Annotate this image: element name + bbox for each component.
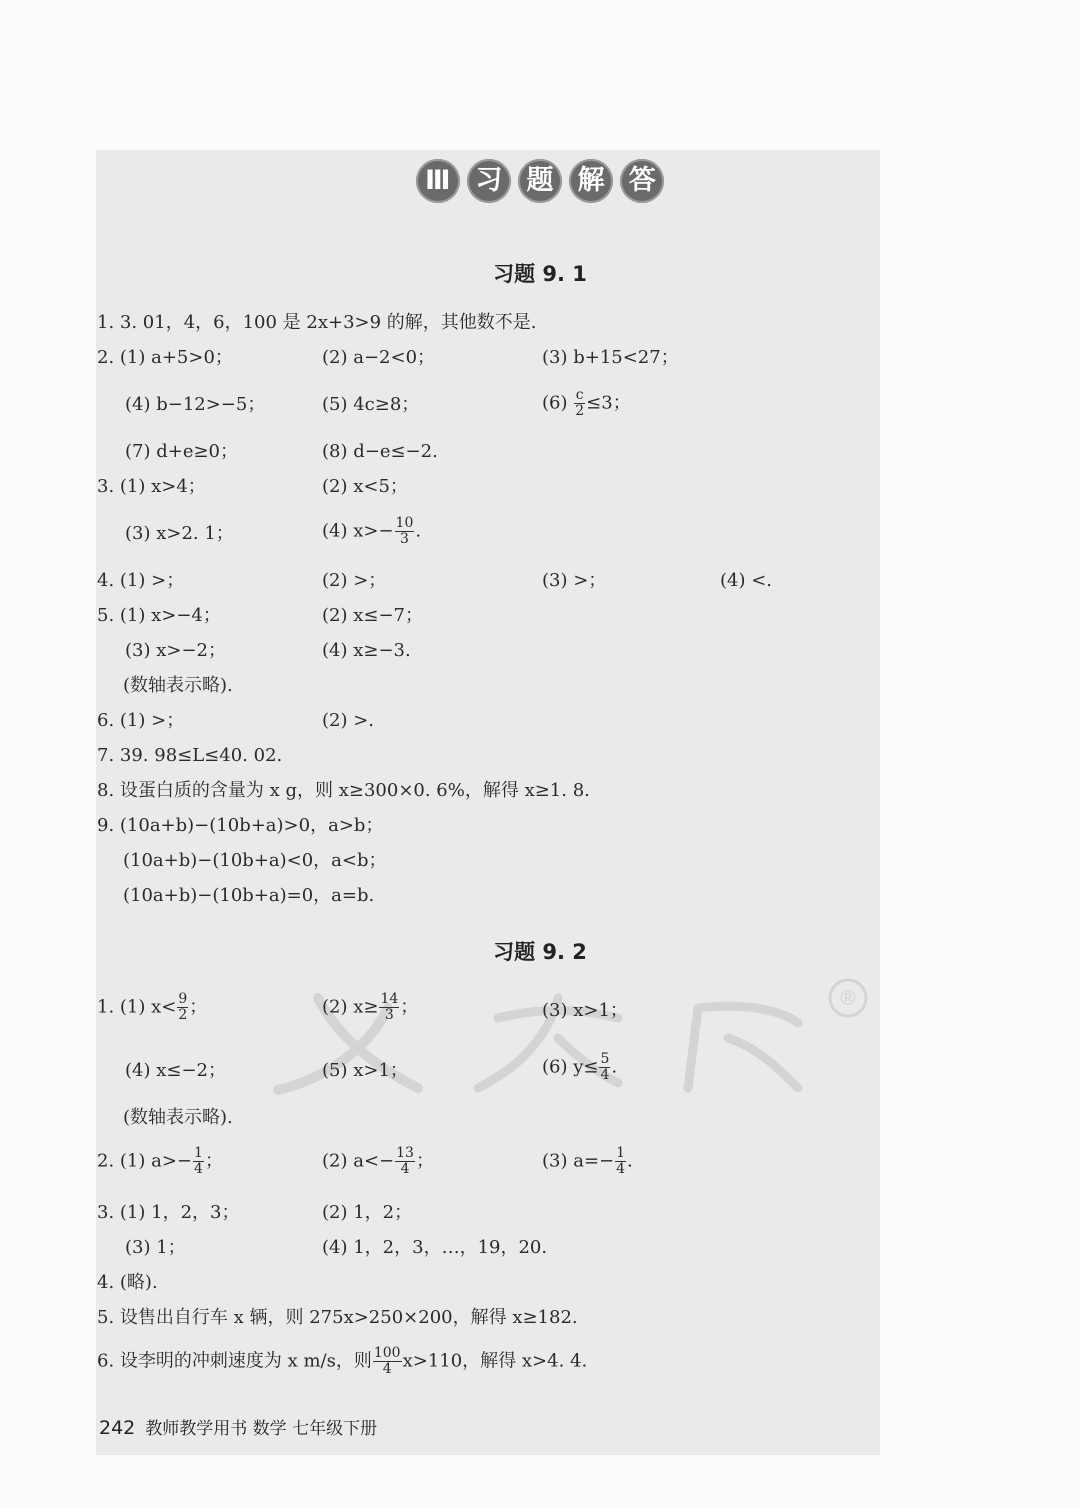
answer-line: (4) 1，2，3，…，19，20. — [322, 1237, 548, 1258]
fraction: $\frac{1}{4}$ — [616, 1145, 626, 1177]
answer-line: (10a+b)−(10b+a)<0，a<b； — [123, 850, 387, 871]
book-title: 教师教学用书 数学 七年级下册 — [145, 1419, 378, 1439]
page-number: 242 — [99, 1417, 136, 1439]
answer-line-fraction: 1. (1) x< $\frac{9}{2}$ ； — [97, 991, 208, 1023]
fraction: $\frac{100}{4}$ — [373, 1345, 401, 1377]
answer-line: (3) x>1； — [542, 1000, 628, 1021]
answer-line-fraction: (3) a=− $\frac{1}{4}$ . — [542, 1145, 633, 1177]
answer-line: (数轴表示略). — [123, 1107, 233, 1128]
answer-line: 3. (1) 1，2，3； — [97, 1202, 240, 1223]
fraction: $\frac{9}{2}$ — [178, 991, 188, 1023]
answer-line-fraction: (2) a<− $\frac{13}{4}$ ； — [322, 1145, 434, 1177]
answer-line: (2) x≤−7； — [322, 605, 423, 626]
answer-line: 2. (1) a+5>0； — [97, 347, 233, 368]
answer-line: (10a+b)−(10b+a)=0，a=b. — [123, 885, 375, 906]
title-badge: Ⅲ — [416, 159, 460, 203]
answer-line: (3) >； — [542, 570, 607, 591]
answer-line: (3) x>2. 1； — [125, 523, 234, 544]
answer-line-fraction: (4) x>− $\frac{10}{3}$ . — [322, 515, 422, 547]
answer-line: 8. 设蛋白质的含量为 x g，则 x≥300×0. 6%，解得 x≥1. 8. — [97, 780, 590, 801]
answer-line: (2) >. — [322, 710, 375, 731]
answer-line: (4) x≤−2； — [125, 1060, 226, 1081]
answer-line: (3) b+15<27； — [542, 347, 679, 368]
answer-line: (3) 1； — [125, 1237, 186, 1258]
content-panel — [96, 150, 880, 1455]
fraction: $\frac{5}{4}$ — [600, 1051, 610, 1083]
answer-line: 3. (1) x>4； — [97, 476, 206, 497]
answer-line: 1. 3. 01，4，6，100 是 2x+3>9 的解，其他数不是. — [97, 312, 537, 333]
answer-line: (3) x>−2； — [125, 640, 226, 661]
answer-line: (4) b−12>−5； — [125, 394, 266, 415]
fraction: $\frac{14}{3}$ — [380, 991, 399, 1023]
chapter-title — [0, 159, 1080, 203]
page-footer — [99, 1414, 377, 1439]
answer-line: (2) 1，2； — [322, 1202, 413, 1223]
answer-line-fraction: (2) x≥ $\frac{14}{3}$ ； — [322, 991, 419, 1023]
answer-line: 5. (1) x>−4； — [97, 605, 221, 626]
answer-line-fraction: 6. 设李明的冲刺速度为 x m/s，则 $\frac{100}{4}$ x>110，解得 x>4. 4. — [97, 1345, 588, 1377]
title-badge: 解 — [569, 159, 613, 203]
title-badge: 题 — [518, 159, 562, 203]
answer-line: (4) x≥−3. — [322, 640, 411, 661]
fraction: $\frac{1}{4}$ — [194, 1145, 203, 1177]
answer-line: (2) x<5； — [322, 476, 408, 497]
answer-line: (2) a−2<0； — [322, 347, 436, 368]
title-badge: 答 — [620, 159, 664, 203]
answer-line: 4. (略). — [97, 1272, 158, 1293]
answer-line-fraction: (6) $\frac{c}{2}$ ≤3； — [542, 387, 631, 419]
answer-line: (8) d−e≤−2. — [322, 441, 438, 462]
answer-line: (2) >； — [322, 570, 387, 591]
answer-line: (5) 4c≥8； — [322, 394, 420, 415]
answer-line: 6. (1) >； — [97, 710, 185, 731]
section-title-9-2: 习题 9. 2 — [493, 940, 587, 964]
answer-line: (4) <. — [720, 570, 773, 591]
section-title-9-1: 习题 9. 1 — [493, 262, 587, 286]
answer-line: 7. 39. 98≤L≤40. 02. — [97, 745, 283, 766]
answer-line: 5. 设售出自行车 x 辆，则 275x>250×200，解得 x≥182. — [97, 1307, 578, 1328]
fraction: $\frac{c}{2}$ — [575, 387, 585, 419]
answer-line-fraction: 2. (1) a>− $\frac{1}{4}$ ； — [97, 1145, 223, 1177]
fraction: $\frac{13}{4}$ — [396, 1145, 414, 1177]
fraction: $\frac{10}{3}$ — [395, 515, 414, 547]
title-badge: 习 — [467, 159, 511, 203]
answer-line: 9. (10a+b)−(10b+a)>0，a>b； — [97, 815, 384, 836]
registered-mark: ® — [838, 986, 858, 1010]
answer-line: 4. (1) >； — [97, 570, 185, 591]
answer-line: (数轴表示略). — [123, 675, 233, 696]
answer-line-fraction: (6) y≤ $\frac{5}{4}$ . — [542, 1051, 618, 1083]
answer-line: (7) d+e≥0； — [125, 441, 239, 462]
answer-line: (5) x>1； — [322, 1060, 408, 1081]
